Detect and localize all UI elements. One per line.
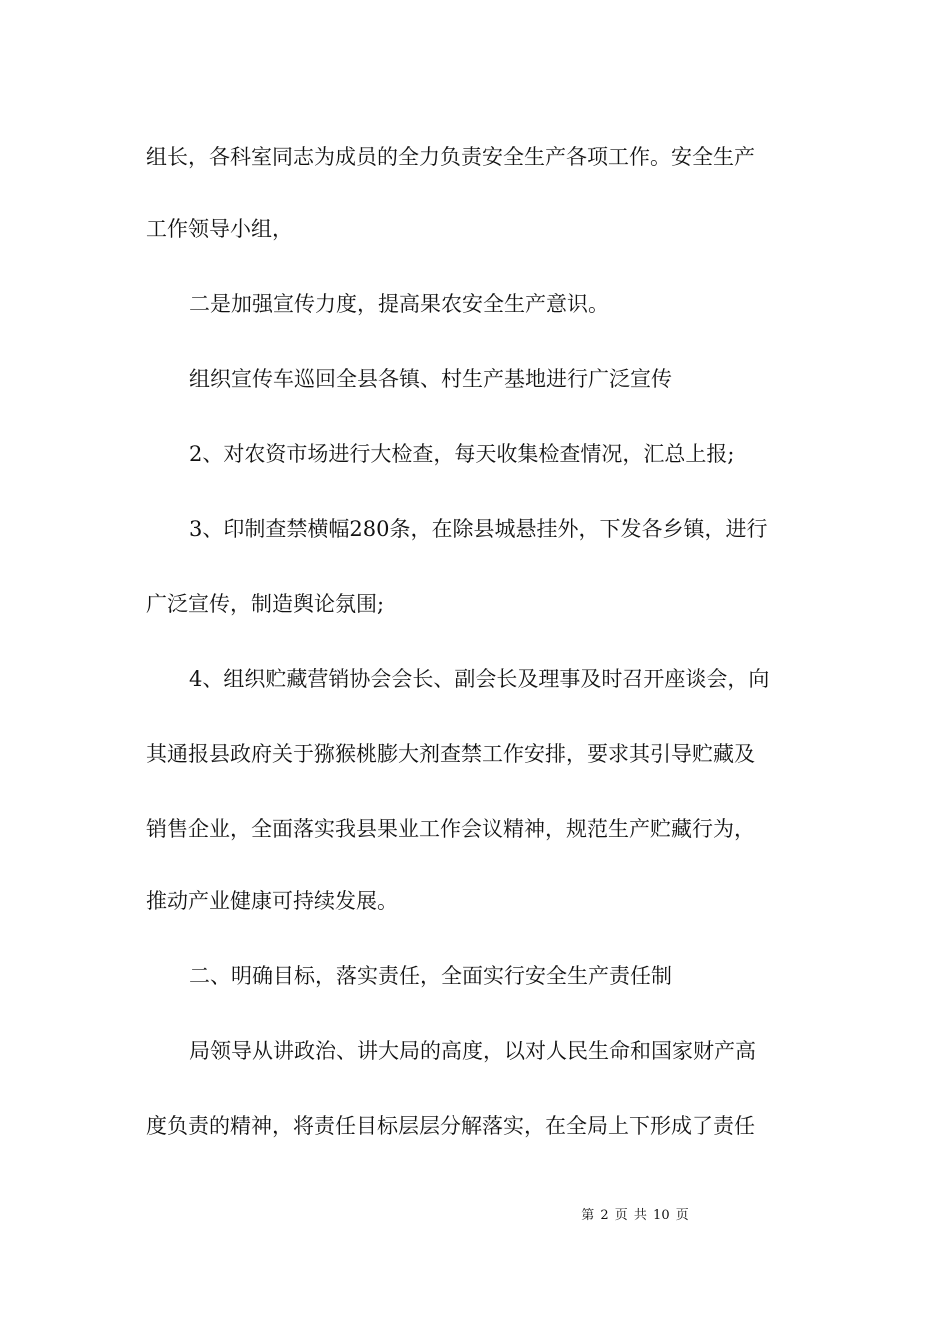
text-line-6: 3、印制查禁横幅280条，在除县城悬挂外，下发各乡镇，进行	[189, 517, 768, 541]
text-line-14: 度负责的精神，将责任目标层层分解落实，在全局上下形成了责任	[146, 1114, 755, 1138]
text-line-7: 广泛宣传，制造舆论氛围;	[146, 592, 385, 616]
text-line-9: 其通报县政府关于猕猴桃膨大剂查禁工作安排，要求其引导贮藏及	[146, 742, 755, 766]
text-line-2: 工作领导小组，	[146, 217, 293, 241]
text-line-4: 组织宣传车巡回全县各镇、村生产基地进行广泛宣传	[189, 367, 672, 391]
text-line-8: 4、组织贮藏营销协会会长、副会长及理事及时召开座谈会，向	[189, 667, 770, 691]
page-number-footer: 第 2 页 共 10 页	[581, 1208, 689, 1223]
text-line-10: 销售企业，全面落实我县果业工作会议精神，规范生产贮藏行为，	[146, 817, 755, 841]
text-line-11: 推动产业健康可持续发展。	[146, 889, 398, 913]
text-line-1: 组长，各科室同志为成员的全力负责安全生产各项工作。安全生产	[146, 145, 755, 169]
text-line-5: 2、对农资市场进行大检查，每天收集检查情况，汇总上报;	[189, 442, 735, 466]
text-line-12: 二、明确目标，落实责任，全面实行安全生产责任制	[189, 964, 672, 988]
text-line-3: 二是加强宣传力度，提高果农安全生产意识。	[189, 292, 609, 316]
text-line-13: 局领导从讲政治、讲大局的高度，以对人民生命和国家财产高	[189, 1039, 756, 1063]
